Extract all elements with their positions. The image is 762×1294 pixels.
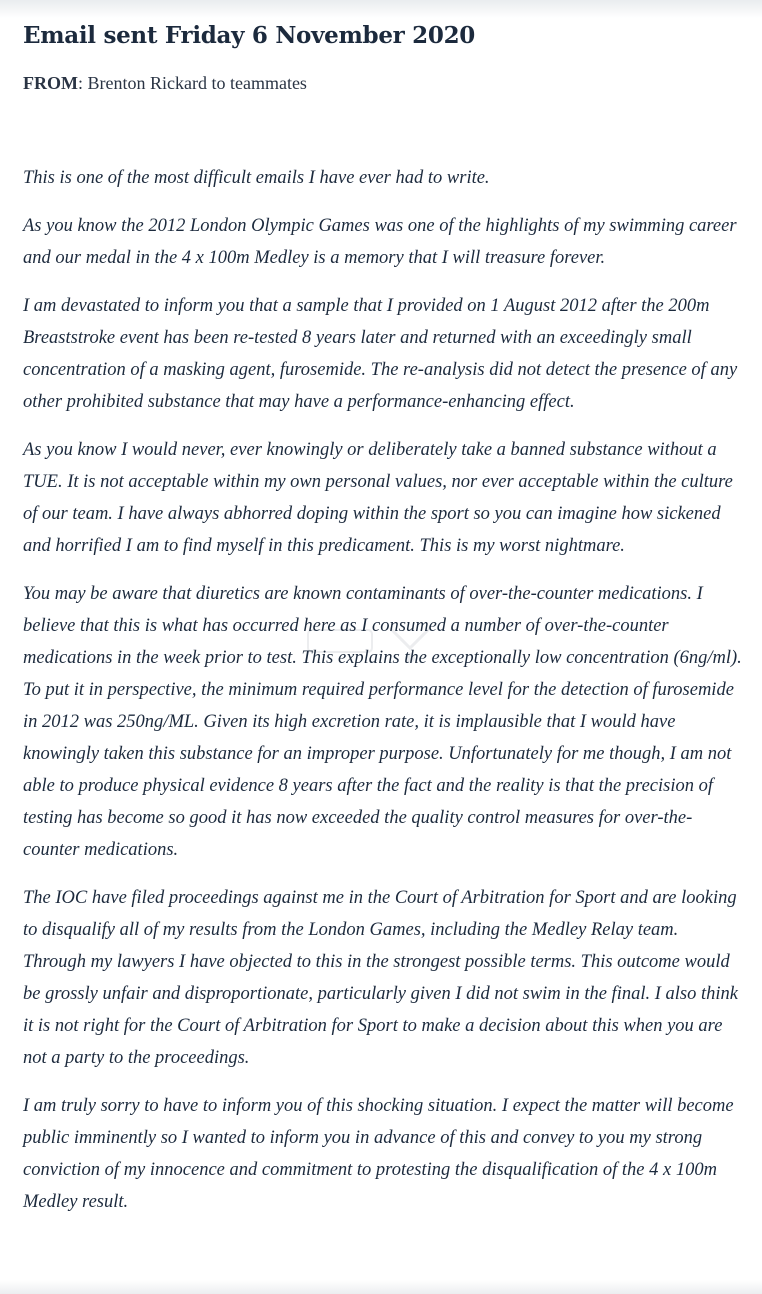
email-body bbox=[23, 162, 745, 1218]
email-paragraph-7: I am truly sorry to have to inform you of this shocking situation. I expect the matter will become public imminently so I wanted to inform you in advance of this and convey to you my strong conviction of my innocence and commitment to protesting the disqualification of the 4 x 100m Medley result. bbox=[23, 1096, 734, 1212]
from-separator: : bbox=[77, 73, 88, 93]
from-label: FROM bbox=[23, 73, 78, 93]
from-line bbox=[23, 67, 745, 99]
email-title: Email sent Friday 6 November 2020 bbox=[23, 22, 475, 49]
watermark-logo-icon bbox=[300, 620, 460, 670]
email-paragraph-4: As you know I would never, ever knowingly or deliberately take a banned substance without a TUE. It is not acceptable within my own personal values, nor ever acceptable within the culture of our team. I have always abhorred doping within the sport so you can imagine how sickened and horrified I am to find myself in this predicament. This is my worst nightmare. bbox=[23, 440, 733, 556]
from-value: Brenton Rickard to teammates bbox=[87, 73, 307, 93]
email-paragraph-5: You may be aware that diuretics are known contaminants of over-the-counter medications. I believe that this is what has occurred here as I consumed a number of over-the-counter medications in the week prior to test. This explains the exceptionally low concentration (6ng/ml). To put it in perspective, the minimum required performance level for the detection of furosemide in 2012 was 250ng/ML. Given its high excretion rate, it is implausible that I would have knowingly taken this substance for an improper purpose. Unfortunately for me though, I am not able to produce physical evidence 8 years after the fact and the reality is that the precision of testing has become so good it has now exceeded the quality control measures for over-the-counter medications. bbox=[23, 584, 742, 860]
email-paragraph-2: As you know the 2012 London Olympic Games was one of the highlights of my swimming career and our medal in the 4 x 100m Medley is a memory that I will treasure forever. bbox=[23, 216, 737, 268]
bottom-edge-shade bbox=[0, 1280, 762, 1294]
email-paragraph-1: This is one of the most difficult emails I have ever had to write. bbox=[23, 168, 490, 188]
top-edge-shade bbox=[0, 0, 762, 18]
email-paragraph-6: The IOC have filed proceedings against me in the Court of Arbitration for Sport and are looking to disqualify all of my results from the London Games, including the Medley Relay team. Through my lawyers I have objected to this in the strongest possible terms. This outcome would be grossly unfair and disproportionate, particularly given I did not swim in the final. I also think it is not right for the Court of Arbitration for Sport to make a decision about this when you are not a party to the proceedings. bbox=[23, 888, 738, 1068]
email-paragraph-3: I am devastated to inform you that a sample that I provided on 1 August 2012 after the 200m Breaststroke event has been re-tested 8 years later and returned with an exceedingly small concentration of a masking agent, furosemide. The re-analysis did not detect the presence of any other prohibited substance that may have a performance-enhancing effect. bbox=[23, 296, 738, 412]
